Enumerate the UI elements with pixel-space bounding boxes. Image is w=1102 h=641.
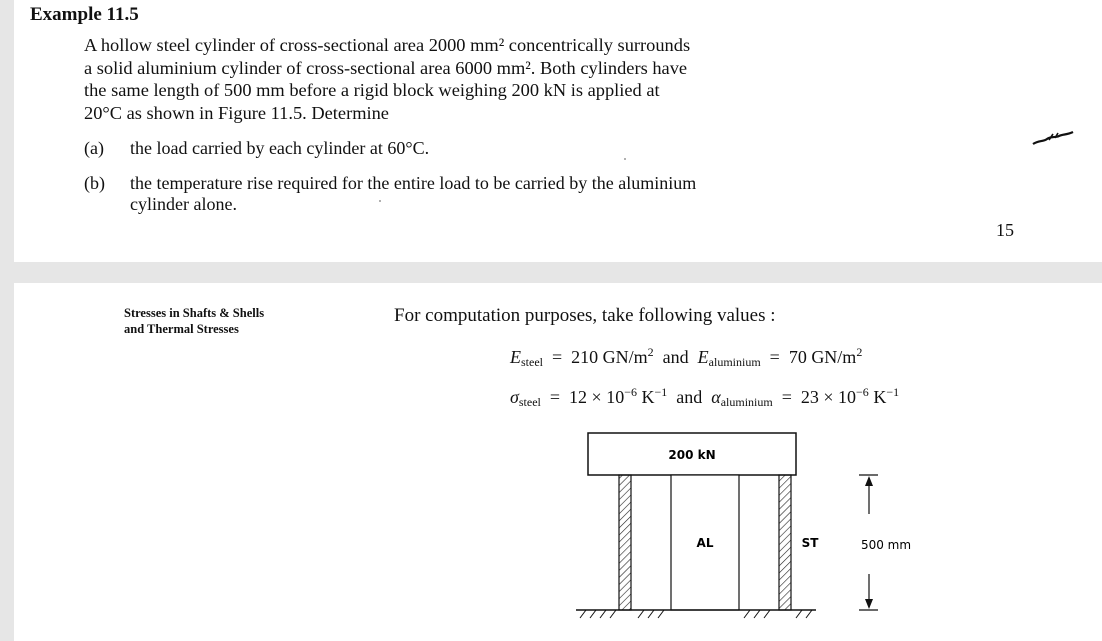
eq-exponent: −6 xyxy=(856,385,869,399)
running-head-line: and Thermal Stresses xyxy=(124,322,239,336)
page-lower xyxy=(14,283,1102,641)
eq-symbol: σ xyxy=(510,387,519,407)
problem-statement xyxy=(84,34,690,124)
steel-wall-right xyxy=(779,475,791,610)
question-b-label: (b) xyxy=(84,173,105,193)
page-number: 15 xyxy=(996,220,1014,240)
eq-symbol: E xyxy=(697,347,709,367)
eq-value: 70 GN/m xyxy=(788,347,857,367)
question-b-text xyxy=(130,173,696,215)
question-a-text: the load carried by each cylinder at 60°C. xyxy=(130,138,430,158)
eq-exponent: 2 xyxy=(856,345,863,359)
eq-and: and xyxy=(676,387,703,407)
modulus-equation: $E_{steel} = 210$ $GN/m^2$ and $E_{aluminium} = 70$ $GN/m^2$ xyxy=(510,345,863,369)
arrow-up-icon xyxy=(865,476,873,486)
question-b-line: cylinder alone. xyxy=(130,194,237,214)
statement-line: 20°C as shown in Figure 11.5. Determine xyxy=(84,102,389,123)
page-upper xyxy=(14,0,1102,262)
eq-exponent: −1 xyxy=(886,385,900,399)
eq-value: 12 × 10 xyxy=(569,387,625,407)
question-b-line: the temperature rise required for the entire load to be carried by the aluminium xyxy=(130,173,697,193)
statement-line: A hollow steel cylinder of cross-sectional area 2000 mm² concentrically surrounds xyxy=(84,35,691,55)
eq-symbol: α xyxy=(711,387,721,407)
eq-subscript: aluminium xyxy=(720,395,773,409)
running-head xyxy=(124,305,264,337)
statement-line: the same length of 500 mm before a rigid block weighing 200 kN is applied at xyxy=(84,80,660,100)
eq-unit: K xyxy=(873,387,887,407)
eq-subscript: aluminium xyxy=(708,355,761,369)
steel-wall-left xyxy=(619,475,631,610)
eq-unit: K xyxy=(641,387,655,407)
question-a-label: (a) xyxy=(84,138,104,158)
running-head-line: Stresses in Shafts & Shells xyxy=(124,306,265,320)
eq-and: and xyxy=(662,347,689,367)
pen-scribble xyxy=(1031,128,1075,150)
statement-line: a solid aluminium cylinder of cross-sectional area 6000 mm². Both cylinders have xyxy=(84,57,688,78)
ground-hatching xyxy=(580,610,812,618)
eq-subscript: steel xyxy=(518,395,541,409)
example-heading: Example 11.5 xyxy=(30,4,139,25)
computation-intro: For computation purposes, take following values : xyxy=(394,305,776,326)
st-label: ST xyxy=(801,536,819,550)
eq-exponent: −1 xyxy=(654,385,668,399)
expansion-equation: $\sigma_{steel} = 12 \times 10^{-6}$ $K^{-1}$ and $\alpha_{aluminium} = 23 \times 10^{-6}$ $K^{-1}$ xyxy=(510,385,900,409)
figure-11-5 xyxy=(558,426,918,641)
al-label: AL xyxy=(696,536,714,550)
eq-subscript: steel xyxy=(521,355,543,369)
eq-exponent: 2 xyxy=(647,345,654,359)
load-label: 200 kN xyxy=(668,448,716,462)
length-label: 500 mm xyxy=(860,538,912,552)
arrow-down-icon xyxy=(865,599,873,609)
eq-value: 210 GN/m xyxy=(571,347,648,367)
eq-value: 23 × 10 xyxy=(800,387,857,407)
eq-symbol: E xyxy=(510,347,521,367)
eq-exponent: −6 xyxy=(624,385,637,399)
